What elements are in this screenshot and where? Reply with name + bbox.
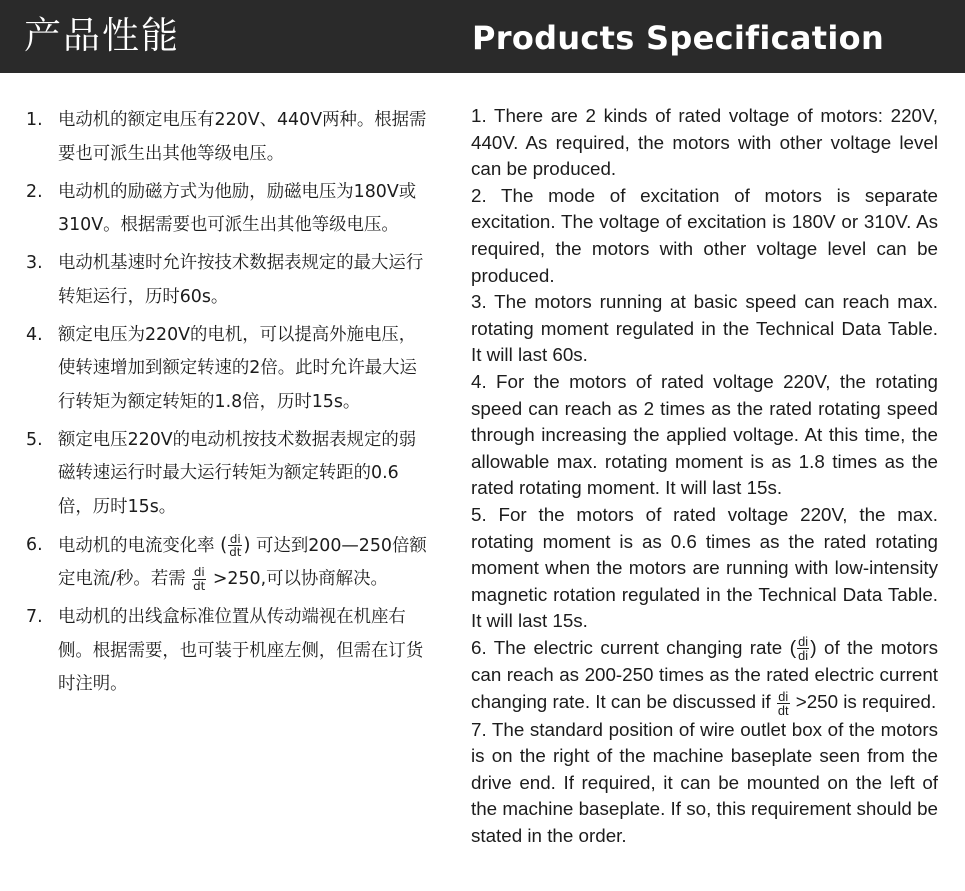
fraction-numerator: di [193,565,205,580]
en-item-4: 4. For the motors of rated voltage 220V, the rotating speed can reach as 2 times as the rated rotating speed through increasing the applied voltage. At this time, the allowable max. rotating moment is as 1.8 times as the rated rotating moment. It will last 15s. [471,370,938,499]
cn-item-3 [26,247,430,314]
cn-item-2 [26,176,430,243]
cn-item-text: 额定电压为220V的电机，可以提高外施电压，使转速增加到额定转速的2倍。此时允许最大运行转矩为额定转矩的1.8倍，历时15s。 [58,324,417,412]
en-item-5: 5. For the motors of rated voltage 220V, the max. rotating moment is as 0.6 times as the rated rotating moment when the motors are running with low-intensity magnetic rotation regulated in the Technical Data Table. It will last 15s. [471,503,938,632]
cn-item-number: 5. [26,429,43,450]
chinese-spec-list [26,104,430,706]
fraction-denominator: dt [229,545,242,559]
cn-item-text: 电动机基速时允许按技术数据表规定的最大运行转矩运行，历时60s。 [58,253,424,307]
paren-close: ) [243,534,251,556]
fraction-numerator: di [229,531,241,546]
cn-item-5 [26,424,430,525]
title-chinese: 产品性能 [24,14,180,57]
di-dt-fraction [192,566,206,591]
cn-item-number: 2. [26,181,43,202]
fraction-denominator: dt [193,578,206,593]
paren-open: ( [789,636,797,659]
cn-item-1 [26,104,430,171]
en-item-6 [471,635,938,717]
en-item-6-text-c: >250 is required. [795,691,937,713]
cn-item-text-a: 电动机的电流变化率 [58,535,215,556]
paren-open: ( [220,534,228,556]
cn-item-number: 4. [26,324,43,345]
cn-item-7 [26,601,430,702]
cn-item-text: 电动机的励磁方式为他励，励磁电压为180V或310V。根据需要也可派生出其他等级电压。 [58,181,417,235]
fraction-numerator: di [778,688,789,704]
header-bar [0,0,965,73]
fraction-denominator: dt [777,702,789,718]
di-di-fraction [797,635,809,662]
title-english: Products Specification [472,19,885,57]
cn-item-4 [26,319,430,420]
di-dt-fraction [228,533,242,558]
cn-item-text-c: >250,可以协商解决。 [212,569,388,589]
cn-item-text: 电动机的额定电压有220V、440V两种。根据需要也可派生出其他等级电压。 [58,110,427,164]
cn-item-text: 电动机的出线盒标准位置从传动端视在机座右侧。根据需要，也可装于机座左侧，但需在订货时注明。 [58,607,424,694]
cn-item-number: 3. [26,253,43,273]
cn-item-text: 额定电压220V的电动机按技术数据表规定的弱磁转速运行时最大运行转矩为额定转距的0.6倍，历时15s。 [58,429,417,517]
cn-item-number: 6. [26,534,43,555]
cn-item-number: 7. [26,607,43,627]
en-item-1: 1. There are 2 kinds of rated voltage of motors: 220V, 440V. As required, the motors with other voltage level can be produced. [471,105,938,180]
en-item-6-text-a: 6. The electric current changing rate [471,636,783,658]
en-item-6-text-b: of the motors can reach as 200-250 times as the rated electric current changing rate. It can be discussed if [471,636,938,713]
fraction-denominator: di [798,648,809,664]
fraction-numerator: di [798,634,809,650]
en-item-3: 3. The motors running at basic speed can reach max. rotating moment regulated in the Technical Data Table. It will last 60s. [471,291,938,366]
en-item-2: 2. The mode of excitation of motors is separate excitation. The voltage of excitation is 180V or 310V. As required, the motors with other voltage level can be produced. [471,184,938,286]
cn-item-number: 1. [26,110,43,130]
paren-close: ) [810,636,817,659]
cn-item-text-b: 可达到200—250倍额定电流/秒。若需 [58,535,427,589]
cn-item-6 [26,529,430,597]
english-spec-list [471,103,938,850]
en-item-7: 7. The standard position of wire outlet box of the motors is on the right of the machine baseplate seen from the drive end. If required, it can be mounted on the left of the machine baseplate. If so, this requirement should be stated in the order. [471,718,938,846]
di-dt-fraction [777,690,790,717]
